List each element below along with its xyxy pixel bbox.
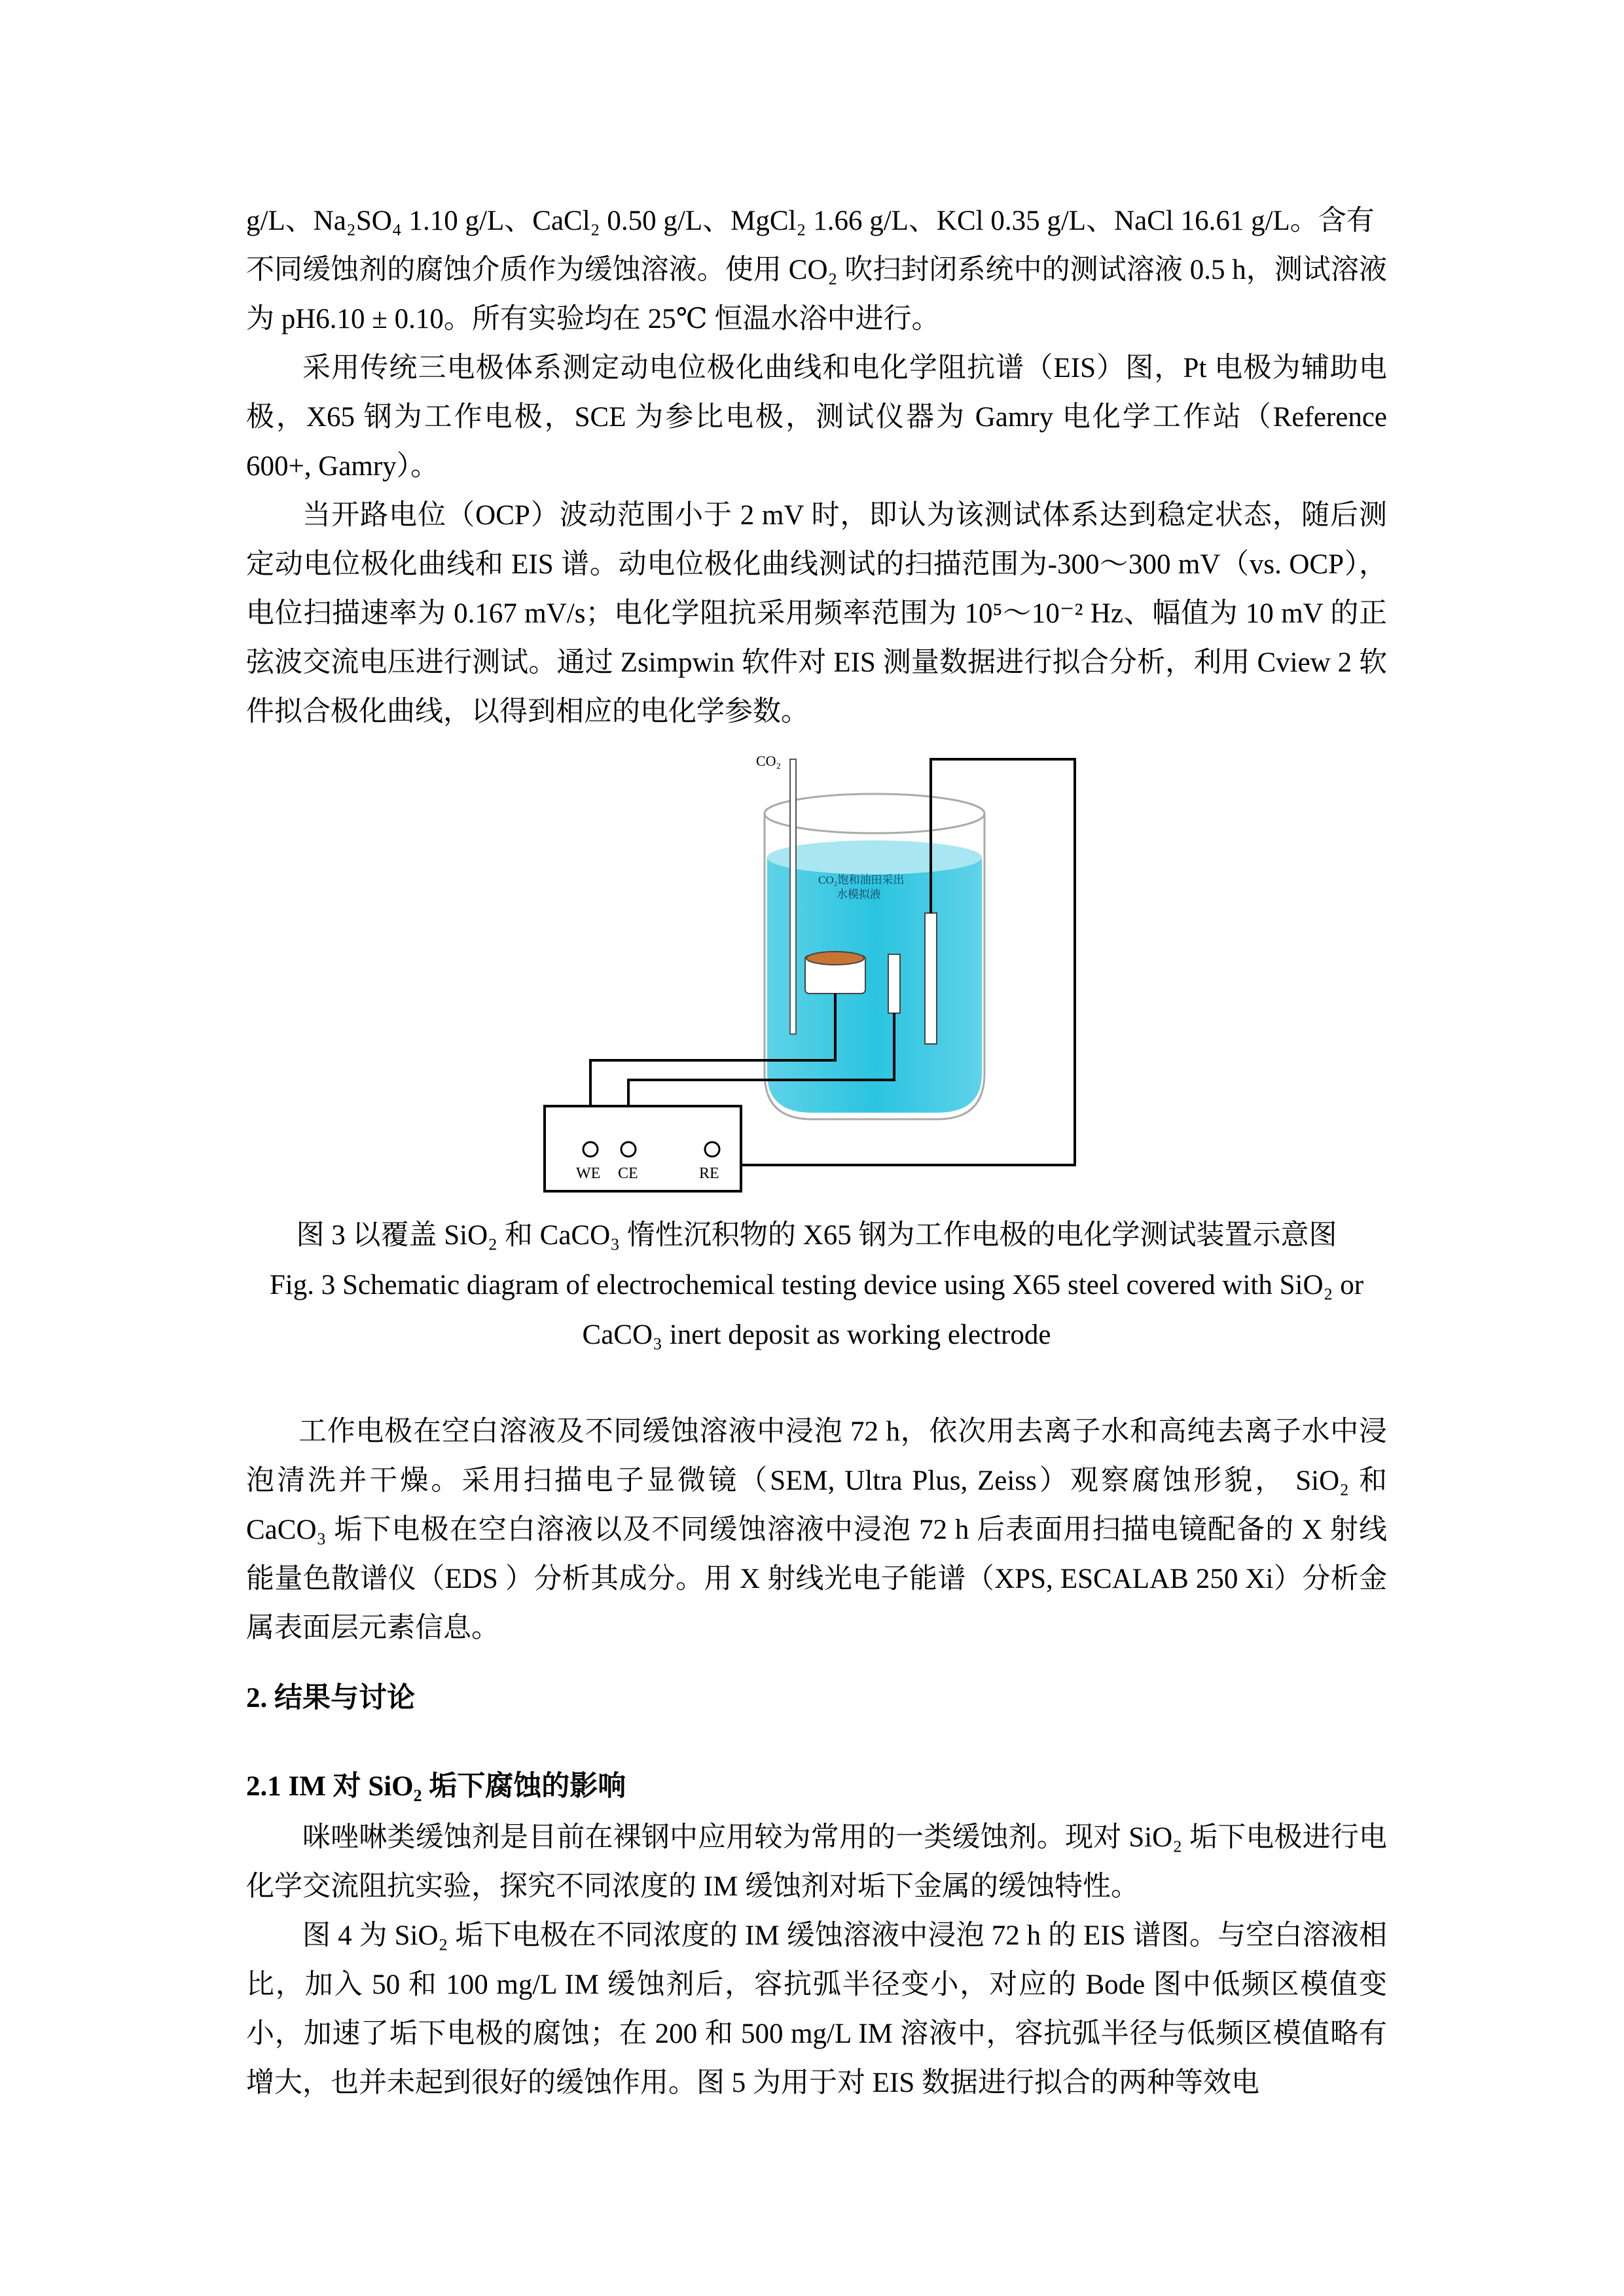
paragraph-line: g/L、Na₂SO₄ 1.10 g/L、CaCl₂ 0.50 g/L、MgCl₂ 1.66 g/L、KCl 0.35 g/L、NaCl 16.61 g/L。含有 [246, 206, 1375, 236]
terminal-label-we: WE [576, 1165, 601, 1182]
terminal-label-ce: CE [618, 1165, 638, 1182]
terminal-label-re: RE [699, 1165, 719, 1182]
paragraph-three-electrode: 采用传统三电极体系测定动电位极化曲线和电化学阻抗谱（EIS）图，Pt 电极为辅助电极，X65 钢为工作电极，SCE 为参比电极，测试仪器为 Gamry 电化学工作站（Reference 600+, Gamry）。 [246, 353, 1387, 482]
paragraph-solution-composition [246, 196, 1387, 344]
electrochemical-setup-figure [524, 746, 1100, 1204]
terminal-ce [621, 1142, 636, 1157]
terminal-re [705, 1142, 719, 1157]
terminal-we [583, 1142, 598, 1157]
solution-label: 水模拟液 [837, 888, 881, 901]
paragraph-surface-analysis: 工作电极在空白溶液及不同缓蚀溶液中浸泡 72 h，依次用去离子水和高纯去离子水中浸泡清洗并干燥。采用扫描电子显微镜（SEM, Ultra Plus, Zeiss）观察腐蚀形貌， SiO₂ 和 CaCO₃ 垢下电极在空白溶液以及不同缓蚀溶液中浸泡 72 h 后表面用扫描电镜配备的 X 射线能量色散谱仪（EDS ）分析其成分。用 X 射线光电子能谱（XPS, ESCALAB 250 Xi）分析金属表面层元素信息。 [246, 1416, 1387, 1643]
paragraph-line: 不同缓蚀剂的腐蚀介质作为缓蚀溶液。使用 CO₂ 吹扫封闭系统中的测试溶液 0.5 h，测试溶液为 pH6.10 ± 0.10。所有实验均在 25℃ 恒温水浴中进行。 [246, 255, 1387, 334]
subsection-heading: 2.1 IM 对 SiO₂ 垢下腐蚀的影响 [246, 1771, 626, 1802]
paragraph-test-procedure: 当开路电位（OCP）波动范围小于 2 mV 时，即认为该测试体系达到稳定状态，随后测定动电位极化曲线和 EIS 谱。动电位极化曲线测试的扫描范围为-300～300 mV（vs. OCP），电位扫描速率为 0.167 mV/s；电化学阻抗采用频率范围为 10⁵～10⁻² Hz、幅值为 10 mV 的正弦波交流电压进行测试。通过 Zsimpwin 软件对 EIS 测量数据进行拟合分析，利用 Cview 2 软件拟合极化曲线，以得到相应的电化学参数。 [246, 500, 1387, 727]
paragraph-im-intro: 咪唑啉类缓蚀剂是目前在裸钢中应用较为常用的一类缓蚀剂。现对 SiO₂ 垢下电极进行电化学交流阻抗实验，探究不同浓度的 IM 缓蚀剂对垢下金属的缓蚀特性。 [246, 1822, 1387, 1902]
gas-tube [790, 759, 796, 1034]
solution-surface [767, 840, 982, 874]
reference-electrode [888, 954, 900, 1013]
solution-label: CO₂饱和油田采出 [818, 874, 905, 886]
inert-deposit [806, 952, 864, 965]
figure-caption-en: Fig. 3 Schematic diagram of electrochemical testing device using X65 steel covered with SiO₂ or [269, 1270, 1364, 1300]
figure-caption-cn: 图 3 以覆盖 SiO₂ 和 CaCO₃ 惰性沉积物的 X65 钢为工作电极的电化学测试装置示意图 [296, 1220, 1337, 1251]
paragraph-fig4-discussion: 图 4 为 SiO₂ 垢下电极在不同浓度的 IM 缓蚀溶液中浸泡 72 h 的 EIS 谱图。与空白溶液相比，加入 50 和 100 mg/L IM 缓蚀剂后，容抗弧半径变小，对应的 Bode 图中低频区模值变小，加速了垢下电极的腐蚀；在 200 和 500 mg/L IM 溶液中，容抗弧半径与低频区模值略有增大，也并未起到很好的缓蚀作用。图 5 为用于对 EIS 数据进行拟合的两种等效电 [246, 1920, 1387, 2098]
section-heading: 2. 结果与讨论 [246, 1683, 415, 1713]
counter-electrode [925, 913, 937, 1044]
gas-label: CO₂ [756, 753, 782, 769]
figure-caption-en: CaCO₃ inert deposit as working electrode [582, 1319, 1051, 1350]
beaker-rim [765, 794, 984, 833]
